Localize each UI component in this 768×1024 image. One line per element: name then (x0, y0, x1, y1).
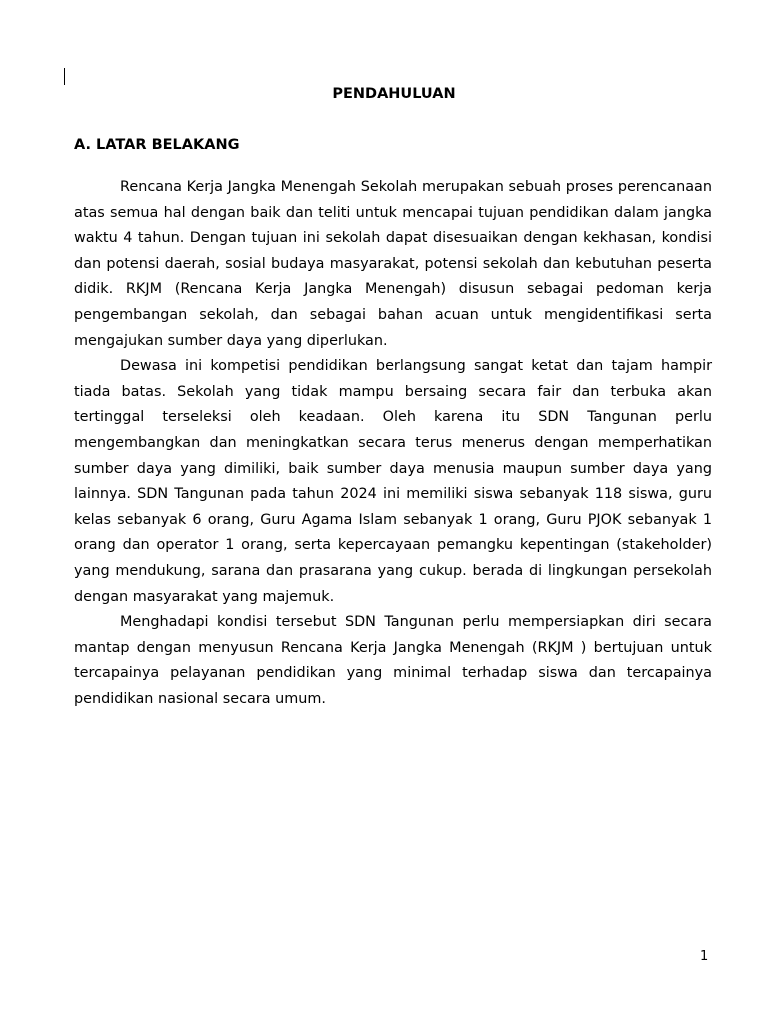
paragraph: Menghadapi kondisi tersebut SDN Tangunan perlu mempersiapkan diri secara mantap dengan menyusun Rencana Kerja Jangka Menengah (RKJM ) bertujuan untuk tercapainya pelayanan pendidikan yang minimal terhadap siswa dan tercapainya pendidikan nasional secara umum. (74, 614, 712, 707)
paragraph: Rencana Kerja Jangka Menengah Sekolah merupakan sebuah proses perencanaan atas semua hal dengan baik dan teliti untuk mencapai tujuan pendidikan dalam jangka waktu 4 tahun. Dengan tujuan ini sekolah dapat disesuaikan dengan kekhasan, kondisi dan potensi daerah, sosial budaya masyarakat, potensi sekolah dan kebutuhan peserta didik. RKJM (Rencana Kerja Jangka Menengah) disusun sebagai pedoman kerja pengembangan sekolah, dan sebagai bahan acuan untuk mengidentifikasi serta mengajukan sumber daya yang diperlukan. (74, 179, 712, 349)
text-cursor (64, 68, 65, 85)
document-body (74, 175, 712, 712)
paragraph: Dewasa ini kompetisi pendidikan berlangsung sangat ketat dan tajam hampir tiada batas. Sekolah yang tidak mampu bersaing secara fair dan terbuka akan tertinggal terseleksi oleh keadaan. Oleh karena itu SDN Tangunan perlu mengembangkan dan meningkatkan secara terus menerus dengan memperhatikan sumber daya yang dimiliki, baik sumber daya menusia maupun sumber daya yang lainnya. SDN Tangunan pada tahun 2024 ini memiliki siswa sebanyak 118 siswa, guru kelas sebanyak 6 orang, Guru Agama Islam sebanyak 1 orang, Guru PJOK sebanyak 1 orang dan operator 1 orang, serta kepercayaan pemangku kepentingan (stakeholder) yang mendukung, sarana dan prasarana yang cukup. berada di lingkungan persekolah dengan masyarakat yang majemuk. (74, 358, 712, 605)
page-number: 1 (700, 949, 709, 964)
document-title: PENDAHULUAN (332, 86, 456, 102)
section-heading: A. LATAR BELAKANG (74, 137, 240, 153)
